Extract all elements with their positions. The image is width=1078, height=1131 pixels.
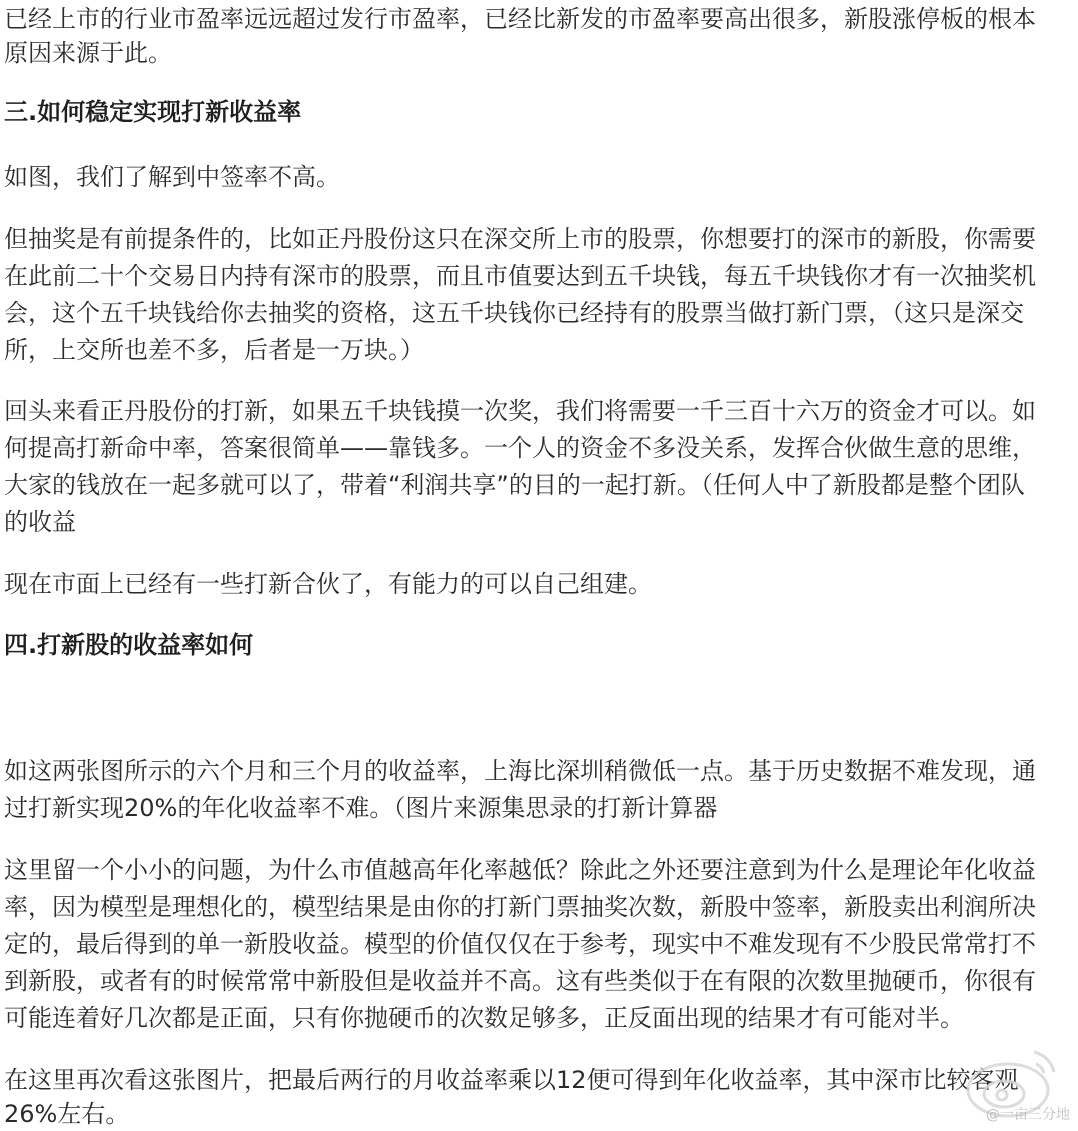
- paragraph-line: 如这两张图所示的六个月和三个月的收益率，上海比深圳稍微低一点。基于历史数据不难发现，通: [4, 757, 1036, 785]
- paragraph-line: 26%左右。: [4, 1100, 130, 1128]
- paragraph-line: 如图，我们了解到中签率不高。: [4, 163, 340, 191]
- paragraph-line: 这里留一个小小的问题，为什么市值越高年化率越低？除此之外还要注意到为什么是理论年化收益: [4, 856, 1036, 884]
- paragraph-line: 定的，最后得到的单一新股收益。模型的价值仅仅在于参考，现实中不难发现有不少股民常常打不: [4, 930, 1036, 958]
- paragraph-line: 回头来看正丹股份的打新，如果五千块钱摸一次奖，我们将需要一千三百十六万的资金才可以。如: [4, 397, 1036, 425]
- paragraph-line: 现在市面上已经有一些打新合伙了，有能力的可以自己组建。: [4, 570, 652, 598]
- paragraph-line: 到新股，或者有的时候常常中新股但是收益并不高。这有些类似于在有限的次数里抛硬币，你很有: [4, 967, 1036, 995]
- paragraph-line: 可能连着好几次都是正面，只有你抛硬币的次数足够多，正反面出现的结果才有可能对半。: [4, 1004, 964, 1032]
- paragraph-line: 在此前二十个交易日内持有深市的股票，而且市值要达到五千块钱，每五千块钱你才有一次抽奖机: [4, 262, 1036, 290]
- paragraph-line: 会，这个五千块钱给你去抽奖的资格，这五千块钱你已经持有的股票当做打新门票，（这只是深交: [4, 299, 1024, 327]
- paragraph-line: 所，上交所也差不多，后者是一万块。）: [4, 336, 424, 364]
- paragraph-line: 在这里再次看这张图片，把最后两行的月收益率乘以12便可得到年化收益率，其中深市比较客观: [4, 1066, 1019, 1094]
- watermark-text: @一亩三分地: [986, 1107, 1070, 1123]
- paragraph-line: 何提高打新命中率，答案很简单——靠钱多。一个人的资金不多没关系，发挥合伙做生意的思维，: [4, 434, 1036, 462]
- paragraph-line: 但抽奖是有前提条件的，比如正丹股份这只在深交所上市的股票，你想要打的深市的新股，你需要: [4, 225, 1036, 253]
- paragraph-line: 大家的钱放在一起多就可以了，带着“利润共享”的目的一起打新。（任何人中了新股都是整个团队: [4, 471, 1025, 499]
- paragraph-line: 的收益: [4, 508, 76, 536]
- paragraph-line: 原因来源于此。: [4, 39, 172, 67]
- paragraph-line: 已经上市的行业市盈率远远超过发行市盈率，已经比新发的市盈率要高出很多，新股涨停板的根本: [4, 5, 1036, 33]
- section-heading: 四.打新股的收益率如何: [4, 631, 254, 659]
- paragraph-line: 过打新实现20%的年化收益率不难。（图片来源集思录的打新计算器: [4, 794, 718, 822]
- section-heading: 三.如何稳定实现打新收益率: [4, 98, 302, 126]
- paragraph-line: 率，因为模型是理想化的，模型结果是由你的打新门票抽奖次数，新股中签率，新股卖出利润所决: [4, 893, 1036, 921]
